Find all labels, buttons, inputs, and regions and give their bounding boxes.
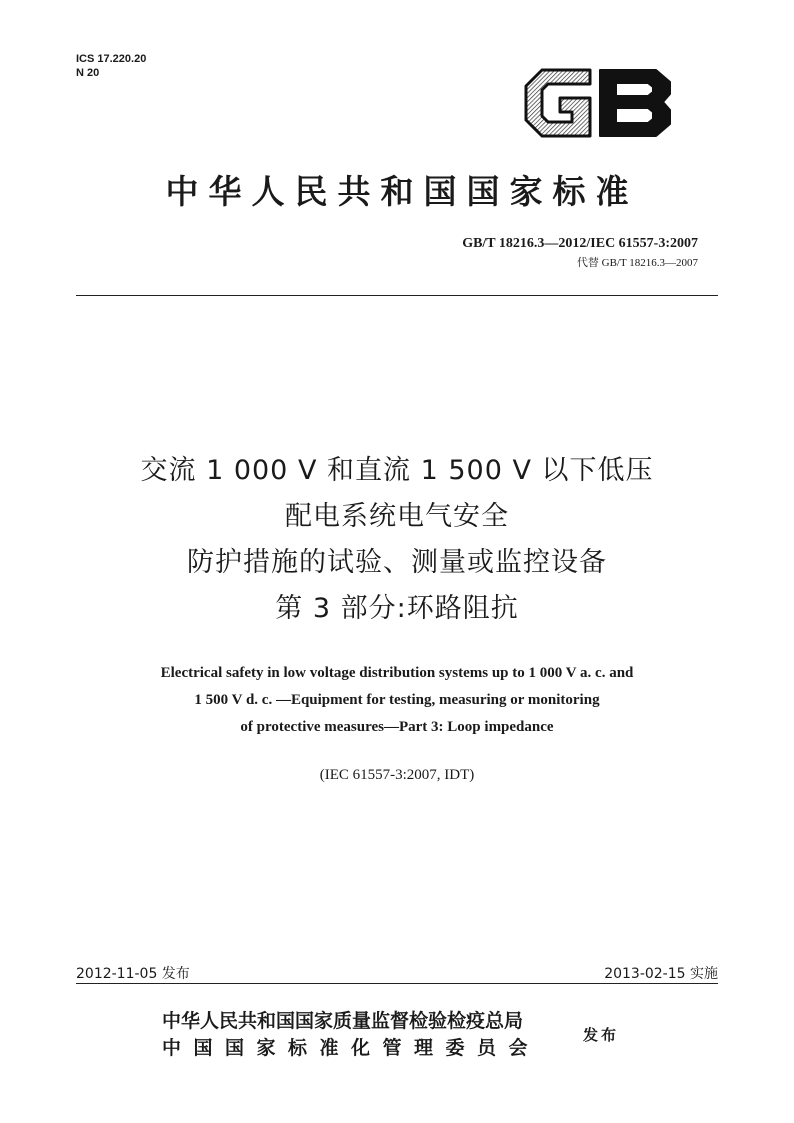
chinese-title-line: 配电系统电气安全 <box>285 501 509 532</box>
chinese-title-line: 交流 1 000 V 和直流 1 500 V 以下低压 <box>140 455 654 486</box>
standard-number: GB/T 18216.3—2012/IEC 61557-3:2007 <box>462 236 698 251</box>
publisher-line: 中国国家标准化管理委员会 <box>162 1037 541 1059</box>
header-divider <box>76 295 718 296</box>
english-title-line: of protective measures—Part 3: Loop impedance <box>240 719 554 735</box>
logo-text: GB <box>520 62 522 63</box>
chinese-title-line: 第 3 部分:环路阻抗 <box>275 593 519 624</box>
english-title <box>0 660 794 741</box>
ics-code: ICS 17.220.20 <box>76 53 147 65</box>
implementation-date: 2013-02-15 实施 <box>604 966 718 982</box>
chinese-title-line: 防护措施的试验、测量或监控设备 <box>187 547 607 578</box>
chinese-title <box>0 448 794 632</box>
ccs-code: N 20 <box>76 67 100 79</box>
adoption-note: (IEC 61557-3:2007, IDT) <box>319 767 475 783</box>
publish-label: 发布 <box>583 1026 620 1044</box>
gb-logo <box>520 62 676 144</box>
issue-date: 2012-11-05 发布 <box>76 966 190 982</box>
publisher-line: 中华人民共和国国家质量监督检验检疫总局 <box>162 1010 524 1032</box>
replaces-note: 代替 GB/T 18216.3—2007 <box>576 257 698 269</box>
national-standard-title: 中华人民共和国国家标准 <box>165 172 639 211</box>
footer-divider <box>76 983 718 984</box>
classification-codes <box>76 52 146 80</box>
english-title-line: 1 500 V d. c. —Equipment for testing, measuring or monitoring <box>194 692 600 708</box>
publishers <box>162 1008 540 1062</box>
english-title-line: Electrical safety in low voltage distribution systems up to 1 000 V a. c. and <box>160 665 634 681</box>
